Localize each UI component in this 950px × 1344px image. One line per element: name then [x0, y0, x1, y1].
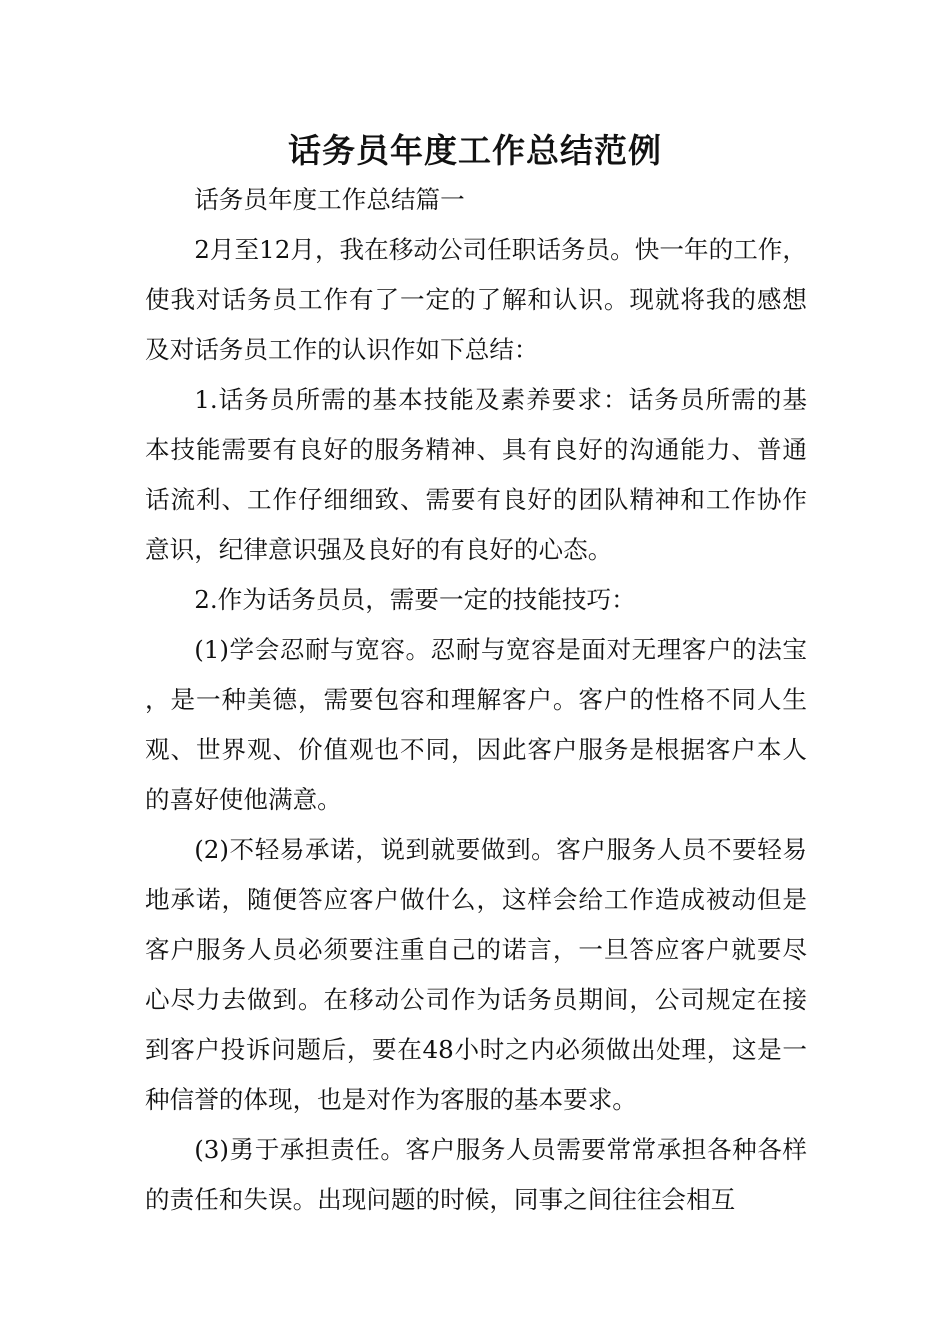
document-body [145, 175, 807, 1225]
paragraph-subpoint-1: (1)学会忍耐与宽容。忍耐与宽容是面对无理客户的法宝，是一种美德，需要包容和理解客户。客户的性格不同人生观、世界观、价值观也不同，因此客户服务是根据客户本人的喜好使他满意。 [145, 635, 807, 814]
section-heading: 话务员年度工作总结篇一 [194, 185, 465, 214]
paragraph-point-2: 2.作为话务员员，需要一定的技能技巧： [194, 585, 636, 614]
paragraph-intro: 2月至12月，我在移动公司任职话务员。快一年的工作，使我对话务员工作有了一定的了解和认识。现就将我的感想及对话务员工作的认识作如下总结： [145, 235, 807, 364]
paragraph-subpoint-2: (2)不轻易承诺，说到就要做到。客户服务人员不要轻易地承诺，随便答应客户做什么，这样会给工作造成被动但是客户服务人员必须要注重自己的诺言，一旦答应客户就要尽心尽力去做到。在移动公司作为话务员期间，公司规定在接到客户投诉问题后，要在48小时之内必须做出处理，这是一种信誉的体现，也是对作为客服的基本要求。 [145, 835, 807, 1114]
paragraph-point-1: 1.话务员所需的基本技能及素养要求：话务员所需的基本技能需要有良好的服务精神、具有良好的沟通能力、普通话流利、工作仔细细致、需要有良好的团队精神和工作协作意识，纪律意识强及良好的有良好的心态。 [145, 385, 807, 564]
document-title: 话务员年度工作总结范例 [288, 131, 662, 170]
paragraph-subpoint-3: (3)勇于承担责任。客户服务人员需要常常承担各种各样的责任和失误。出现问题的时候，同事之间往往会相互 [145, 1135, 807, 1214]
